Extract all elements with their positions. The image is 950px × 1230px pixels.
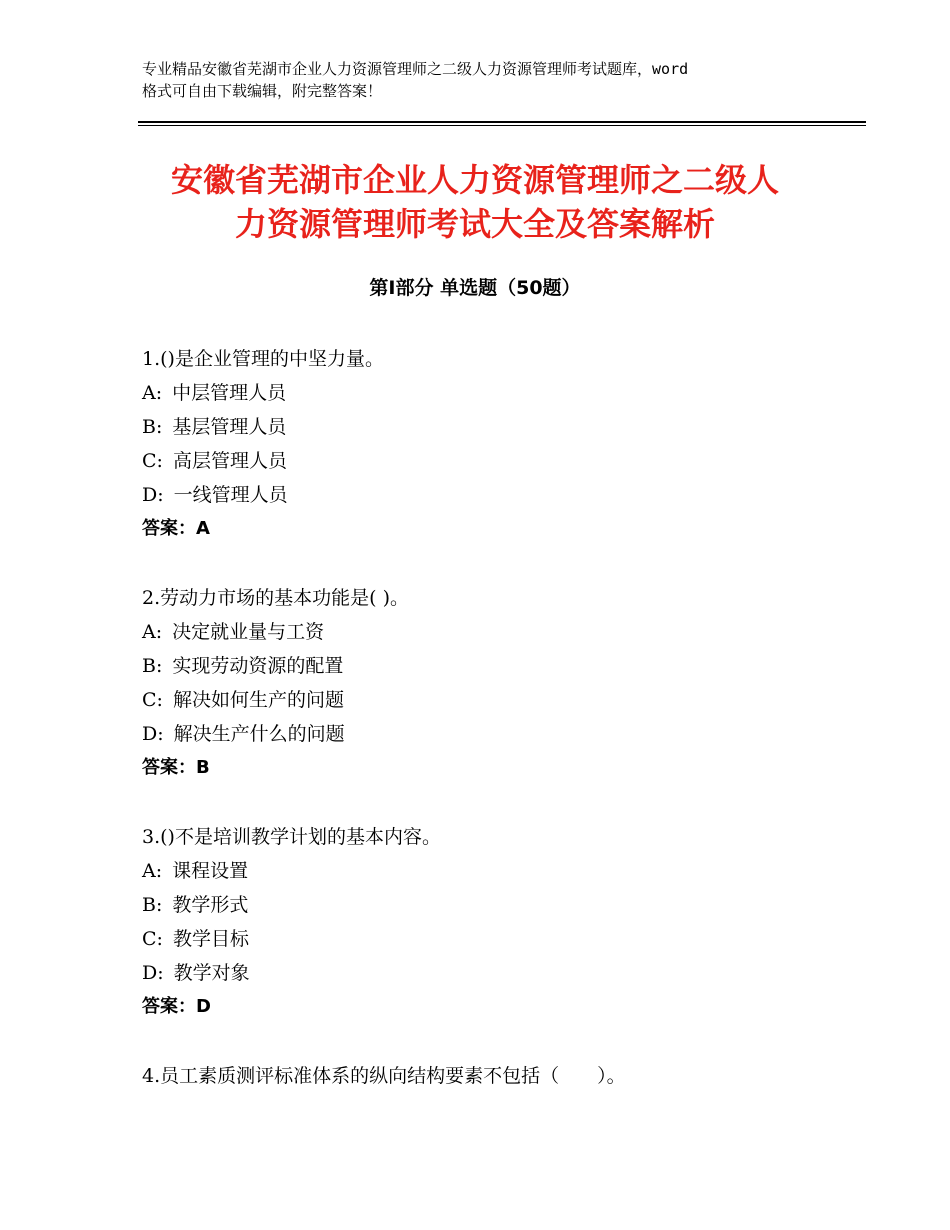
option-text: 一线管理人员	[173, 484, 288, 506]
option-text: 高层管理人员	[172, 450, 287, 472]
option-c	[142, 922, 862, 956]
question-stem: 4.员工素质测评标准体系的纵向结构要素不包括（ ）。	[142, 1065, 626, 1087]
document-title-line-1: 安徽省芜湖市企业人力资源管理师之二级人	[170, 161, 779, 199]
answer-line: 答案：B	[142, 757, 210, 778]
option-letter: D:	[142, 484, 164, 506]
option-letter: C:	[142, 450, 163, 472]
option-text: 实现劳动资源的配置	[172, 655, 344, 677]
option-text: 教学对象	[173, 962, 250, 984]
option-letter: C:	[142, 689, 163, 711]
option-letter: D:	[142, 962, 164, 984]
question-stem: 3.()不是培训教学计划的基本内容。	[142, 826, 441, 848]
question-1	[142, 342, 862, 546]
option-text: 教学目标	[172, 928, 249, 950]
option-letter: C:	[142, 928, 163, 950]
question-stem: 1.()是企业管理的中坚力量。	[142, 348, 384, 370]
option-text: 教学形式	[172, 894, 249, 916]
option-d	[142, 956, 862, 990]
header-note-line-1: 专业精品安徽省芜湖市企业人力资源管理师之二级人力资源管理师考试题库，word	[142, 60, 689, 78]
option-letter: B:	[142, 655, 163, 677]
option-a	[142, 615, 862, 649]
option-letter: A:	[142, 382, 163, 404]
option-text: 基层管理人员	[172, 416, 287, 438]
option-text: 决定就业量与工资	[172, 621, 325, 643]
header-rule-thin	[138, 125, 866, 126]
question-list	[142, 342, 862, 1128]
option-letter: A:	[142, 621, 163, 643]
option-b	[142, 888, 862, 922]
section-heading: 第Ⅰ部分 单选题（50题）	[369, 277, 581, 299]
option-a	[142, 376, 862, 410]
option-letter: B:	[142, 894, 163, 916]
question-stem: 2.劳动力市场的基本功能是( )。	[142, 587, 409, 609]
question-4	[142, 1059, 862, 1093]
option-b	[142, 410, 862, 444]
question-2	[142, 581, 862, 785]
option-d	[142, 717, 862, 751]
header-note-line-2: 格式可自由下载编辑，附完整答案！	[142, 82, 383, 100]
option-b	[142, 649, 862, 683]
answer-line: 答案：D	[142, 996, 211, 1017]
header-note	[142, 58, 832, 102]
option-letter: A:	[142, 860, 163, 882]
option-d	[142, 478, 862, 512]
option-a	[142, 854, 862, 888]
option-c	[142, 444, 862, 478]
answer-line: 答案：A	[142, 518, 210, 539]
option-text: 解决生产什么的问题	[173, 723, 345, 745]
document-title-line-2: 力资源管理师考试大全及答案解析	[234, 205, 715, 243]
option-c	[142, 683, 862, 717]
option-text: 解决如何生产的问题	[172, 689, 344, 711]
header-rule-thick	[138, 121, 866, 123]
question-3	[142, 820, 862, 1024]
option-text: 课程设置	[172, 860, 249, 882]
option-letter: D:	[142, 723, 164, 745]
option-text: 中层管理人员	[172, 382, 287, 404]
document-title	[100, 158, 850, 246]
option-letter: B:	[142, 416, 163, 438]
